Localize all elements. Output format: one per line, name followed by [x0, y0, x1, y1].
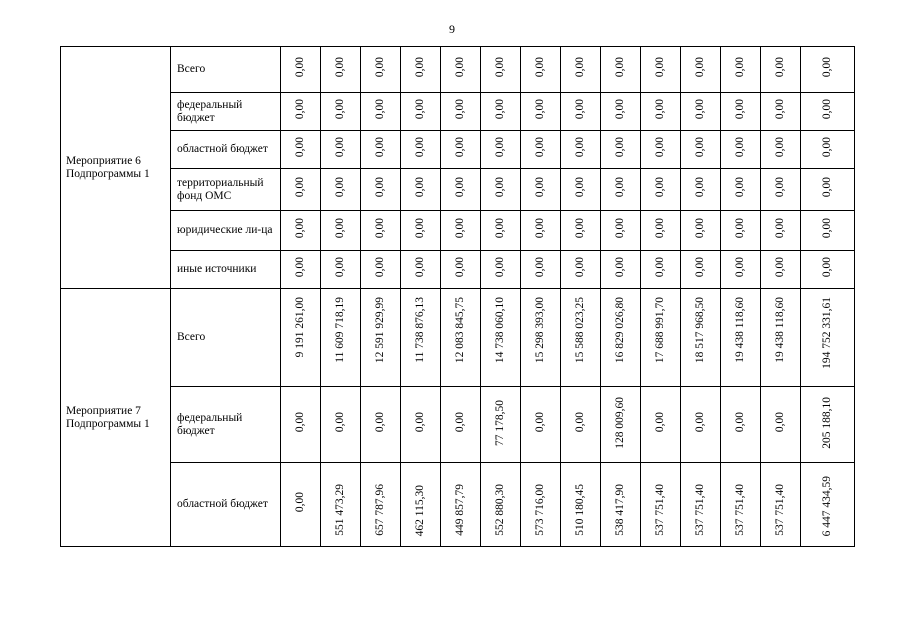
value-cell [321, 387, 361, 463]
value-cell [281, 211, 321, 251]
value-text: 0,00 [774, 137, 786, 158]
value-text: 0,00 [494, 177, 506, 198]
value-text: 0,00 [334, 412, 346, 433]
value-cell [401, 387, 441, 463]
value-cell [401, 251, 441, 289]
value-text: 0,00 [614, 99, 626, 120]
value-cell [441, 463, 481, 547]
funding-source: Всего [171, 289, 281, 387]
value-text: 0,00 [821, 177, 833, 198]
funding-source: областной бюджет [171, 131, 281, 169]
value-cell [361, 463, 401, 547]
value-cell [521, 251, 561, 289]
value-cell [361, 289, 401, 387]
value-cell [281, 47, 321, 93]
value-text: 449 857,79 [454, 484, 466, 536]
value-cell [761, 47, 801, 93]
value-cell [521, 93, 561, 131]
value-text: 0,00 [734, 218, 746, 239]
value-text: 0,00 [494, 257, 506, 278]
funding-source: федеральный бюджет [171, 387, 281, 463]
value-cell [321, 289, 361, 387]
value-text: 0,00 [294, 492, 306, 513]
value-text: 0,00 [574, 99, 586, 120]
value-cell [521, 211, 561, 251]
value-text: 11 609 718,19 [334, 297, 346, 363]
value-text: 19 438 118,60 [734, 297, 746, 363]
value-cell [641, 47, 681, 93]
value-text: 537 751,40 [694, 484, 706, 536]
value-cell [641, 463, 681, 547]
value-cell [281, 387, 321, 463]
value-cell [761, 463, 801, 547]
value-cell [681, 387, 721, 463]
value-text: 205 188,10 [821, 396, 833, 449]
value-text: 0,00 [374, 257, 386, 278]
funding-source: федеральный бюджет [171, 93, 281, 131]
value-cell [321, 211, 361, 251]
value-text: 0,00 [374, 99, 386, 120]
value-cell [401, 289, 441, 387]
value-cell [321, 47, 361, 93]
table-row [61, 93, 855, 131]
value-text: 15 298 393,00 [534, 297, 546, 364]
value-cell [401, 93, 441, 131]
value-text: 0,00 [494, 57, 506, 78]
value-cell [481, 131, 521, 169]
value-text: 0,00 [534, 257, 546, 278]
value-text: 0,00 [334, 257, 346, 278]
value-text: 0,00 [294, 218, 306, 239]
value-cell [761, 131, 801, 169]
value-cell [521, 169, 561, 211]
value-cell [681, 251, 721, 289]
value-cell [601, 131, 641, 169]
value-text: 0,00 [294, 257, 306, 278]
value-cell [361, 131, 401, 169]
value-cell [481, 463, 521, 547]
value-cell [601, 211, 641, 251]
value-cell [481, 211, 521, 251]
value-cell [801, 131, 855, 169]
value-cell [801, 387, 855, 463]
value-cell [361, 211, 401, 251]
value-text: 11 738 876,13 [414, 297, 426, 363]
value-cell [801, 289, 855, 387]
value-text: 0,00 [614, 177, 626, 198]
value-cell [801, 211, 855, 251]
value-cell [801, 47, 855, 93]
value-cell [361, 47, 401, 93]
value-cell [441, 289, 481, 387]
value-cell [561, 251, 601, 289]
value-text: 0,00 [774, 412, 786, 433]
value-cell [561, 289, 601, 387]
value-text: 0,00 [774, 177, 786, 198]
value-text: 0,00 [454, 257, 466, 278]
value-cell [281, 463, 321, 547]
value-cell [681, 463, 721, 547]
value-text: 0,00 [454, 218, 466, 239]
value-text: 462 115,30 [414, 484, 426, 536]
measure-name: Мероприятие 7 Подпрограммы 1 [61, 289, 171, 547]
value-cell [561, 463, 601, 547]
value-text: 0,00 [821, 218, 833, 239]
value-cell [521, 131, 561, 169]
value-text: 0,00 [734, 137, 746, 158]
value-text: 15 588 023,25 [574, 297, 586, 364]
value-cell [601, 387, 641, 463]
value-text: 0,00 [494, 137, 506, 158]
value-cell [721, 251, 761, 289]
table-row [61, 211, 855, 251]
value-cell [761, 169, 801, 211]
value-text: 0,00 [821, 99, 833, 120]
value-cell [281, 251, 321, 289]
value-text: 0,00 [414, 257, 426, 278]
value-text: 18 517 968,50 [694, 297, 706, 364]
value-text: 0,00 [821, 137, 833, 158]
value-text: 0,00 [334, 177, 346, 198]
value-text: 0,00 [294, 177, 306, 198]
value-text: 0,00 [534, 137, 546, 158]
value-cell [561, 387, 601, 463]
value-text: 510 180,45 [574, 484, 586, 536]
value-cell [641, 211, 681, 251]
value-cell [601, 93, 641, 131]
value-text: 0,00 [374, 57, 386, 78]
value-text: 0,00 [574, 137, 586, 158]
value-text: 0,00 [654, 257, 666, 278]
value-text: 0,00 [734, 412, 746, 433]
table-row [61, 387, 855, 463]
value-text: 0,00 [334, 137, 346, 158]
value-text: 0,00 [534, 177, 546, 198]
value-cell [801, 169, 855, 211]
value-cell [441, 169, 481, 211]
value-text: 0,00 [821, 257, 833, 278]
value-text: 0,00 [694, 412, 706, 433]
value-cell [561, 93, 601, 131]
table-row [61, 47, 855, 93]
value-text: 0,00 [534, 412, 546, 433]
value-cell [601, 289, 641, 387]
value-cell [321, 169, 361, 211]
value-text: 0,00 [294, 57, 306, 78]
value-text: 0,00 [574, 218, 586, 239]
value-text: 0,00 [374, 137, 386, 158]
value-cell [521, 463, 561, 547]
value-text: 657 787,96 [374, 484, 386, 536]
value-text: 0,00 [654, 57, 666, 78]
value-cell [561, 211, 601, 251]
value-text: 77 178,50 [494, 399, 506, 446]
value-text: 16 829 026,80 [614, 297, 626, 364]
value-text: 0,00 [294, 137, 306, 158]
value-cell [641, 131, 681, 169]
table-row [61, 289, 855, 387]
value-text: 0,00 [654, 218, 666, 239]
value-cell [761, 211, 801, 251]
value-cell [401, 131, 441, 169]
value-cell [361, 93, 401, 131]
value-text: 0,00 [534, 218, 546, 239]
value-cell [561, 131, 601, 169]
value-cell [721, 387, 761, 463]
value-text: 0,00 [334, 99, 346, 120]
value-cell [321, 131, 361, 169]
value-text: 0,00 [454, 57, 466, 78]
value-text: 552 880,30 [494, 484, 506, 536]
value-text: 0,00 [654, 412, 666, 433]
value-text: 0,00 [574, 257, 586, 278]
value-text: 0,00 [374, 412, 386, 433]
value-text: 0,00 [614, 137, 626, 158]
value-text: 0,00 [414, 57, 426, 78]
value-cell [681, 93, 721, 131]
value-text: 0,00 [821, 57, 833, 78]
value-cell [761, 93, 801, 131]
value-text: 0,00 [574, 177, 586, 198]
value-cell [441, 93, 481, 131]
value-cell [761, 387, 801, 463]
value-text: 0,00 [734, 257, 746, 278]
value-cell [481, 251, 521, 289]
value-cell [721, 47, 761, 93]
value-cell [801, 463, 855, 547]
value-cell [721, 211, 761, 251]
value-text: 0,00 [294, 412, 306, 433]
value-cell [521, 47, 561, 93]
value-cell [281, 169, 321, 211]
page-number: 9 [449, 22, 455, 36]
value-cell [481, 169, 521, 211]
value-text: 0,00 [414, 137, 426, 158]
value-text: 9 191 261,00 [294, 297, 306, 358]
value-cell [401, 211, 441, 251]
value-text: 0,00 [414, 412, 426, 433]
value-text: 0,00 [534, 99, 546, 120]
value-text: 0,00 [614, 57, 626, 78]
value-cell [761, 251, 801, 289]
value-text: 537 751,40 [734, 484, 746, 536]
value-cell [361, 387, 401, 463]
funding-source: юридические ли-ца [171, 211, 281, 251]
table-row [61, 463, 855, 547]
value-cell [361, 251, 401, 289]
value-text: 0,00 [694, 137, 706, 158]
table-row [61, 131, 855, 169]
value-text: 128 009,60 [614, 396, 626, 449]
value-text: 0,00 [414, 218, 426, 239]
value-cell [321, 463, 361, 547]
table-row [61, 169, 855, 211]
value-cell [481, 93, 521, 131]
value-cell [641, 93, 681, 131]
value-text: 0,00 [614, 257, 626, 278]
value-text: 12 591 929,99 [374, 297, 386, 364]
value-text: 0,00 [574, 57, 586, 78]
value-text: 0,00 [774, 218, 786, 239]
value-text: 0,00 [774, 257, 786, 278]
value-text: 0,00 [694, 257, 706, 278]
value-cell [601, 169, 641, 211]
value-text: 12 083 845,75 [454, 297, 466, 364]
value-cell [601, 251, 641, 289]
value-text: 19 438 118,60 [774, 297, 786, 363]
value-cell [681, 211, 721, 251]
value-text: 0,00 [734, 99, 746, 120]
value-cell [801, 93, 855, 131]
value-cell [761, 289, 801, 387]
value-cell [721, 131, 761, 169]
value-cell [561, 169, 601, 211]
value-text: 0,00 [774, 99, 786, 120]
value-text: 0,00 [654, 99, 666, 120]
value-text: 0,00 [774, 57, 786, 78]
value-text: 538 417,90 [614, 484, 626, 536]
value-text: 573 716,00 [534, 484, 546, 536]
value-cell [401, 169, 441, 211]
value-text: 537 751,40 [774, 484, 786, 536]
value-text: 0,00 [694, 177, 706, 198]
value-text: 0,00 [734, 57, 746, 78]
value-cell [601, 47, 641, 93]
value-text: 551 473,29 [334, 484, 346, 536]
value-cell [481, 387, 521, 463]
funding-source: иные источники [171, 251, 281, 289]
value-text: 6 447 434,59 [821, 475, 833, 536]
value-cell [681, 131, 721, 169]
value-cell [481, 289, 521, 387]
value-cell [801, 251, 855, 289]
value-cell [441, 131, 481, 169]
value-text: 0,00 [654, 137, 666, 158]
value-cell [521, 387, 561, 463]
funding-source: территориальный фонд ОМС [171, 169, 281, 211]
value-cell [321, 93, 361, 131]
value-cell [481, 47, 521, 93]
value-cell [681, 47, 721, 93]
value-cell [521, 289, 561, 387]
value-text: 194 752 331,61 [821, 297, 833, 369]
value-text: 0,00 [694, 57, 706, 78]
value-text: 0,00 [334, 57, 346, 78]
value-cell [681, 169, 721, 211]
value-text: 14 738 060,10 [494, 297, 506, 364]
value-text: 0,00 [334, 218, 346, 239]
value-text: 0,00 [414, 177, 426, 198]
value-text: 0,00 [694, 218, 706, 239]
value-text: 17 688 991,70 [654, 297, 666, 364]
measure-name: Мероприятие 6 Подпрограммы 1 [61, 47, 171, 289]
table-body [61, 47, 855, 547]
value-cell [281, 93, 321, 131]
value-cell [681, 289, 721, 387]
value-text: 0,00 [414, 99, 426, 120]
value-text: 0,00 [494, 99, 506, 120]
budget-table [60, 46, 855, 547]
value-text: 0,00 [574, 412, 586, 433]
value-cell [721, 463, 761, 547]
value-cell [641, 289, 681, 387]
value-cell [641, 251, 681, 289]
value-cell [281, 131, 321, 169]
funding-source: Всего [171, 47, 281, 93]
value-text: 0,00 [694, 99, 706, 120]
value-cell [361, 169, 401, 211]
value-text: 0,00 [294, 99, 306, 120]
value-text: 0,00 [454, 177, 466, 198]
value-cell [281, 289, 321, 387]
value-text: 0,00 [374, 177, 386, 198]
funding-source: областной бюджет [171, 463, 281, 547]
value-cell [641, 387, 681, 463]
value-cell [441, 211, 481, 251]
value-text: 0,00 [454, 412, 466, 433]
value-text: 0,00 [454, 137, 466, 158]
value-text: 537 751,40 [654, 484, 666, 536]
value-cell [401, 463, 441, 547]
value-text: 0,00 [614, 218, 626, 239]
value-cell [441, 387, 481, 463]
value-text: 0,00 [734, 177, 746, 198]
value-cell [441, 251, 481, 289]
value-cell [441, 47, 481, 93]
value-text: 0,00 [654, 177, 666, 198]
value-text: 0,00 [454, 99, 466, 120]
value-cell [401, 47, 441, 93]
value-cell [721, 93, 761, 131]
value-text: 0,00 [534, 57, 546, 78]
table-row [61, 251, 855, 289]
value-cell [321, 251, 361, 289]
value-cell [601, 463, 641, 547]
value-cell [641, 169, 681, 211]
value-cell [721, 289, 761, 387]
value-cell [721, 169, 761, 211]
value-text: 0,00 [374, 218, 386, 239]
value-text: 0,00 [494, 218, 506, 239]
value-cell [561, 47, 601, 93]
